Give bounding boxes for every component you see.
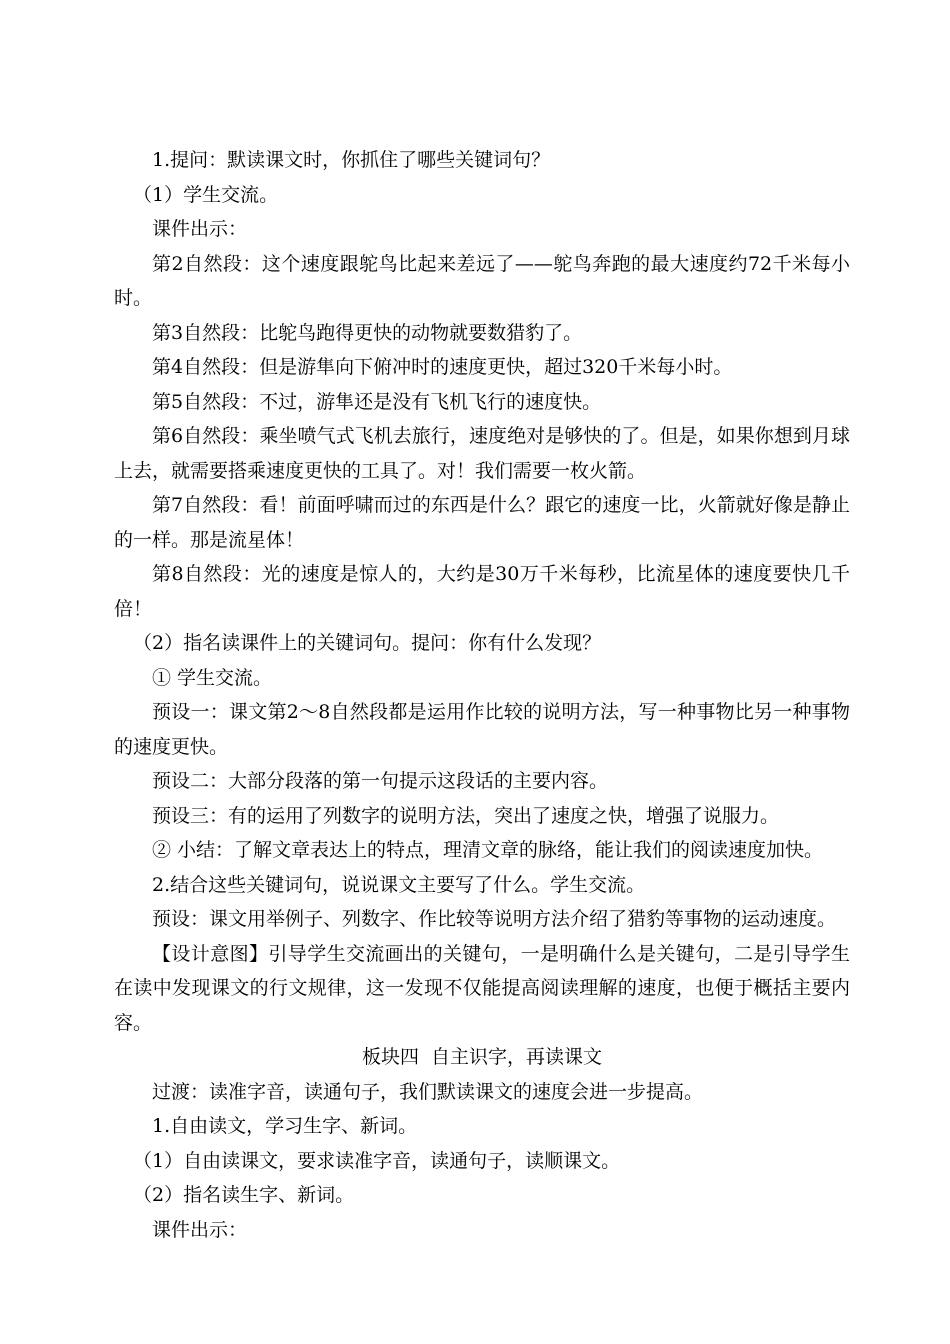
paragraph-6-quote: 第6自然段：乘坐喷气式飞机去旅行，速度绝对是够快的了。但是，如果你想到月球上去，就需要搭乘速度更快的工具了。对！我们需要一枚火箭。	[114, 425, 850, 482]
step-1-student-exchange: （1）学生交流。	[133, 183, 279, 206]
section-heading-4: 板块四 自主识字，再读课文	[361, 1046, 603, 1068]
question-1: 1.提问：默读课文时，你抓住了哪些关键词句？	[152, 149, 551, 171]
preset-main-content: 预设：课文用举例子、列数字、作比较等说明方法介绍了猎豹等事物的运动速度。	[152, 908, 837, 930]
preset-3: 预设三：有的运用了列数字的说明方法，突出了速度之快，增强了说服力。	[152, 804, 780, 827]
question-2: 2.结合这些关键词句，说说课文主要写了什么。学生交流。	[152, 873, 646, 896]
paragraph-8-quote: 第8自然段：光的速度是惊人的，大约是30万千米每秒，比流星体的速度要快几千倍！	[114, 563, 850, 620]
preset-1: 预设一：课文第2～8自然段都是运用作比较的说明方法，写一种事物比另一种事物的速度更快。	[114, 701, 850, 758]
paragraph-2-quote: 第2自然段：这个速度跟鸵鸟比起来差远了——鸵鸟奔跑的最大速度约72千米每小时。	[114, 252, 850, 309]
task-1-step-2: （2）指名读生字、新词。	[133, 1184, 355, 1206]
paragraph-4-quote: 第4自然段：但是游隼向下俯冲时的速度更快，超过320千米每小时。	[152, 356, 733, 378]
preset-2: 预设二：大部分段落的第一句提示这段话的主要内容。	[152, 770, 609, 792]
courseware-show-label: 课件出示：	[152, 218, 248, 240]
paragraph-3-quote: 第3自然段：比鸵鸟跑得更快的动物就要数猎豹了。	[152, 321, 583, 344]
task-1-free-reading: 1.自由读文，学习生字、新词。	[152, 1115, 418, 1137]
task-1-step-1: （1）自由读课文，要求读准字音，读通句子，读顺课文。	[133, 1149, 621, 1172]
paragraph-7-quote: 第7自然段：看！前面呼啸而过的东西是什么？跟它的速度一比，火箭就好像是静止的一样。那是流星体！	[114, 494, 850, 551]
summary: ② 小结：了解文章表达上的特点，理清文章的脉络，能让我们的阅读速度加快。	[152, 839, 824, 861]
step-2-read-key-words: （2）指名读课件上的关键词句。提问：你有什么发现？	[133, 632, 602, 654]
paragraph-5-quote: 第5自然段：不过，游隼还是没有飞机飞行的速度快。	[152, 390, 602, 413]
transition: 过渡：读准字音，读通句子，我们默读课文的速度会进一步提高。	[152, 1080, 704, 1103]
design-intent: 【设计意图】引导学生交流画出的关键句，一是明确什么是关键句，二是引导学生在读中发现课文的行文规律，这一发现不仅能提高阅读理解的速度，也便于概括主要内容。	[114, 942, 850, 1034]
courseware-show-label-2: 课件出示：	[152, 1218, 248, 1241]
sub-step-student-exchange: ① 学生交流。	[152, 666, 273, 689]
